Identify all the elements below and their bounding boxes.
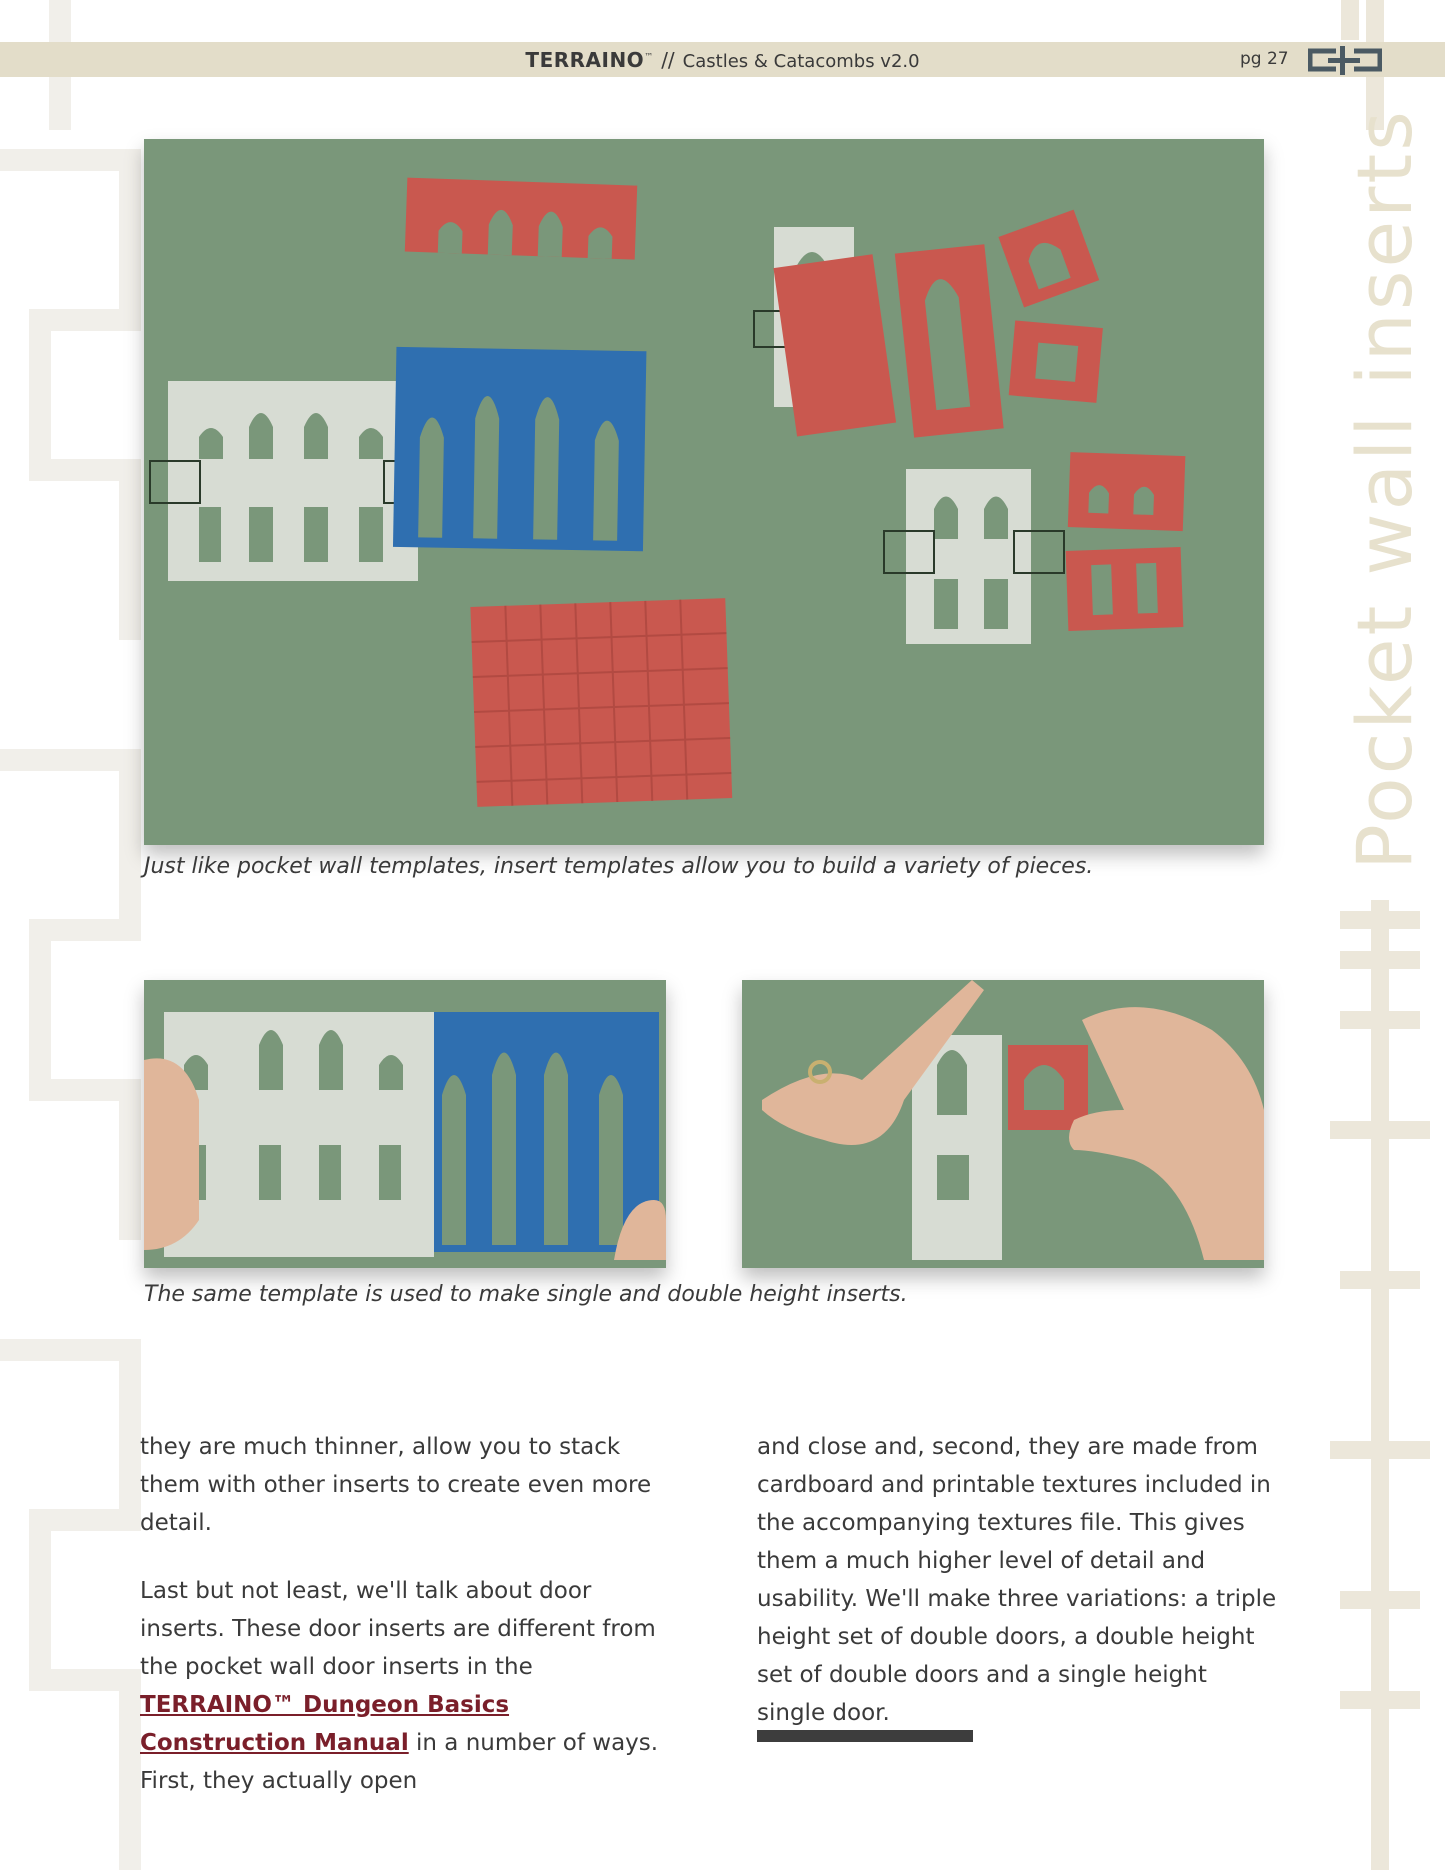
- section-end-rule: [757, 1730, 973, 1742]
- bottom-right-photo: [742, 980, 1264, 1268]
- bottom-left-photo: [144, 980, 666, 1268]
- left-column: [140, 1428, 660, 1830]
- right-column: [757, 1428, 1277, 1762]
- top-photo-caption: Just like pocket wall templates, insert templates allow you to build a variety of pieces.: [144, 854, 1094, 879]
- document-subtitle: Castles & Catacombs v2.0: [682, 51, 920, 72]
- top-photo: [144, 139, 1264, 845]
- header-separator: //: [661, 48, 675, 72]
- left-border-pattern: [0, 0, 150, 1870]
- side-title-text: Pocket wall inserts: [1340, 108, 1429, 870]
- bottom-photos-caption: The same template is used to make single and double height inserts.: [144, 1282, 908, 1307]
- running-header: [0, 48, 1445, 72]
- page-number: pg 27: [1240, 49, 1289, 69]
- terraino-logo-icon: [1308, 45, 1382, 76]
- dungeon-basics-manual-link[interactable]: TERRAINO™ Dungeon Basics Construction Manual: [140, 1692, 510, 1756]
- right-paragraph: and close and, second, they are made from cardboard and printable textures included in the accompanying textures file. This gives them a much higher level of detail and usability. We'll make three variations: a triple height set of double doors, a double height set of double doors and a single height single door.: [757, 1434, 1277, 1726]
- brand-name: TERRAINO: [525, 48, 645, 72]
- left-paragraph-2: [140, 1572, 660, 1800]
- left-paragraph-1: they are much thinner, allow you to stack them with other inserts to create even more detail.: [140, 1434, 652, 1536]
- left-paragraph-2-start: Last but not least, we'll talk about door inserts. These door inserts are different from the pocket wall door inserts in the: [140, 1578, 656, 1680]
- trademark-mark: ™: [644, 52, 654, 63]
- left-paragraph-2-end: in a number of ways. First, they actually open: [140, 1730, 659, 1794]
